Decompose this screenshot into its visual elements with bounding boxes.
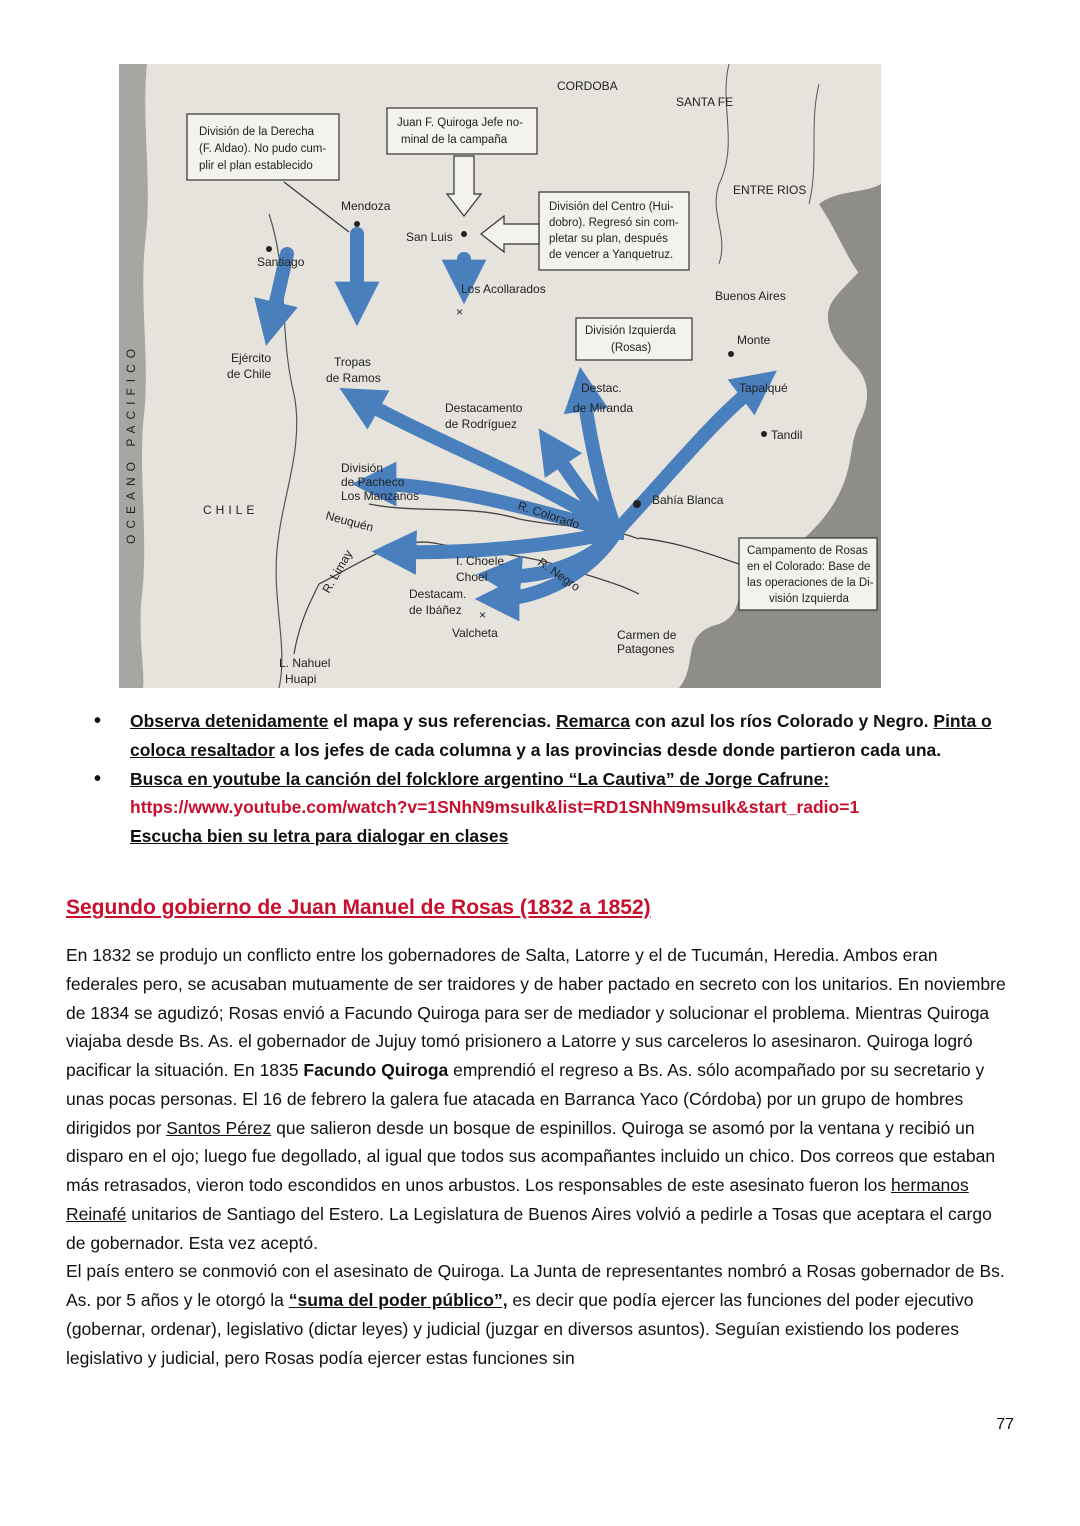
svg-text:plir el plan establecido: plir el plan establecido — [199, 160, 313, 172]
underlined-pinta: Pinta o coloca resaltador — [130, 711, 992, 760]
label-carmen-2: Patagones — [617, 642, 675, 656]
underlined-santos-perez: Santos Pérez — [166, 1117, 272, 1138]
paragraph-2 — [66, 1257, 1014, 1372]
label-ocean: OCEANO PACIFICO — [124, 342, 138, 544]
text-segment: que salieron desde un bosque de espinillos. Quiroga se asomó por la ventana y recibió un disparo en el ojo; luego fue degollado, al igual que todos sus acompañantes incluido un chico. Dos correos que estaban más retrasados, vieron todo escondidos en unos arbustos. Los responsables de este asesinato fueron los — [66, 1117, 996, 1195]
label-choele-2: Choel — [456, 570, 488, 584]
box-division-izquierda — [576, 318, 692, 360]
troop-ramos-2: de Ramos — [326, 371, 381, 385]
svg-text:pletar su plan, después: pletar su plan, después — [549, 233, 668, 245]
label-entre-rios: ENTRE RIOS — [733, 183, 807, 197]
instruction-item — [94, 765, 994, 851]
youtube-instruction: Busca en youtube la canción del folcklore argentino “La Cautiva” de Jorge Cafrune: — [130, 768, 830, 789]
label-buenos-aires: Buenos Aires — [715, 289, 786, 303]
label-tapalque: Tapalqué — [739, 381, 788, 395]
label-monte: Monte — [737, 333, 771, 347]
troop-ibanez-1: Destacam. — [409, 587, 467, 601]
underlined-observa: Observa detenidamente — [130, 711, 329, 731]
svg-text:minal de la campaña: minal de la campaña — [401, 134, 508, 146]
label-tandil: Tandil — [771, 428, 803, 442]
text-segment: con azul los ríos Colorado y Negro. — [630, 711, 934, 731]
label-r-negro: R. Negro — [535, 554, 583, 595]
text-segment: emprendió el regreso a Bs. As. sólo acompañado por su secretario y unas pocas personas. El 16 de febrero la galera fue atacada en Barranca Yaco (Córdoba) por un grupo de hombres dirigidos por — [66, 1060, 985, 1138]
text-segment: es decir que podía ejercer las funciones del poder ejecutivo (gobernar, ordenar), legislativo (dictar leyes) y judicial (juzgar en diversos asuntos). Seguían existiendo los poderes legislativo y judicial, pero Rosas podía ejercer estas funciones sin — [66, 1290, 974, 1368]
troop-ibanez-2: de Ibáñez — [409, 603, 462, 617]
svg-text:División de la Derecha: División de la Derecha — [199, 126, 315, 138]
underlined-remarca: Remarca — [556, 711, 630, 731]
label-chile: CHILE — [203, 503, 259, 517]
svg-text:visión Izquierda: visión Izquierda — [769, 593, 849, 605]
troop-chile-1: Ejército — [231, 351, 272, 365]
body-text — [66, 941, 1014, 1372]
label-santa-fe: SANTA FE — [676, 95, 734, 109]
label-nahuel-2: Huapi — [285, 672, 317, 686]
paragraph-1 — [66, 941, 1014, 1257]
label-r-limay: R. Limay — [319, 547, 356, 596]
svg-text:las operaciones de la Di-: las operaciones de la Di- — [747, 577, 874, 589]
label-choele-1: I. Choele — [456, 554, 505, 568]
troop-chile-2: de Chile — [227, 367, 272, 381]
label-mendoza: Mendoza — [341, 199, 391, 213]
troop-pacheco-3: Los Manzanos — [341, 489, 420, 503]
svg-text:en el Colorado: Base de: en el Colorado: Base de — [747, 561, 871, 573]
label-san-luis: San Luis — [406, 230, 453, 244]
troop-miranda-2: de Miranda — [573, 401, 634, 415]
campamento-marker — [612, 528, 624, 540]
svg-text:División del Centro (Hui-: División del Centro (Hui- — [549, 201, 674, 213]
troop-pacheco-1: División — [341, 461, 384, 475]
svg-text:dobro). Regresó sin com-: dobro). Regresó sin com- — [549, 217, 679, 229]
troop-pacheco-2: de Pacheco — [341, 475, 405, 489]
label-neuquen: Neuquén — [324, 508, 375, 535]
bold-suma-poder: “suma del poder público”, — [288, 1290, 508, 1310]
label-carmen-1: Carmen de — [617, 628, 677, 642]
text-segment: a los jefes de cada columna y a las provincias desde donde partieron cada una. — [274, 739, 942, 760]
label-santiago: Santiago — [257, 255, 305, 269]
map-figure — [119, 64, 881, 688]
troop-rodriguez-1: Destacamento — [445, 401, 523, 415]
campaign-map — [119, 64, 881, 688]
label-r-colorado: R. Colorado — [516, 498, 582, 532]
text-segment: unitarios de Santiago del Estero. La Legislatura de Buenos Aires volvió a pedirle a Tosas que aceptara el cargo de gobernador. Esta vez aceptó. — [66, 1203, 992, 1253]
svg-text:División Izquierda: División Izquierda — [585, 325, 676, 337]
battle-mark: × — [456, 305, 464, 319]
svg-text:de vencer a Yanquetruz.: de vencer a Yanquetruz. — [549, 249, 674, 261]
svg-text:(Rosas): (Rosas) — [611, 342, 652, 354]
troop-miranda-1: Destac. — [581, 381, 622, 395]
text-segment: el mapa y sus referencias. — [328, 711, 557, 731]
listen-instruction: Escucha bien su letra para dialogar en clases — [130, 826, 509, 847]
section-heading: Segundo gobierno de Juan Manuel de Rosas (1832 a 1852) — [66, 896, 651, 919]
label-cordoba: CORDOBA — [557, 79, 618, 93]
bold-facundo: Facundo Quiroga — [303, 1060, 449, 1080]
youtube-link[interactable]: https://www.youtube.com/watch?v=1SNhN9msuIk&list=RD1SNhN9msuIk&start_radio=1 — [130, 797, 860, 818]
label-bahia-blanca: Bahía Blanca — [652, 493, 724, 507]
text-segment: En 1832 se produjo un conflicto entre los gobernadores de Salta, Latorre y el de Tucumán, Heredia. Ambos eran federales pero, se acusaban mutuamente de ser traidores y de haber pactado en secreto con los unitarios. En noviembre de 1834 se agudizó; Rosas envió a Facundo Quiroga para ser de mediador y solucionar el problema. Mientras Quiroga viajaba desde Bs. As. el gobernador de Jujuy tomó prisionero a Latorre y sus carceleros lo asesinaron. Quiroga logró pacificar la situación. En 1835 — [66, 945, 1006, 1080]
instruction-item — [94, 707, 994, 765]
underlined-reinafe: hermanos Reinafé — [66, 1175, 969, 1224]
page-number: 77 — [996, 1416, 1014, 1433]
instruction-list — [94, 707, 994, 851]
svg-text:(F. Aldao). No pudo cum-: (F. Aldao). No pudo cum- — [199, 143, 327, 155]
label-valcheta: Valcheta — [452, 626, 498, 640]
troop-rodriguez-2: de Rodríguez — [445, 417, 518, 431]
troop-ramos-1: Tropas — [334, 355, 371, 369]
ibanez-mark: × — [479, 608, 487, 622]
label-nahuel-1: L. Nahuel — [279, 656, 331, 670]
text-segment: El país entero se conmovió con el asesinato de Quiroga. La Junta de representantes nombró a Rosas gobernador de Bs. As. por 5 años y le otorgó la — [66, 1261, 1005, 1310]
svg-text:Campamento de Rosas: Campamento de Rosas — [747, 545, 868, 557]
label-los-acollarados: Los Acollarados — [461, 282, 546, 296]
svg-text:Juan F. Quiroga Jefe no-: Juan F. Quiroga Jefe no- — [397, 117, 523, 129]
